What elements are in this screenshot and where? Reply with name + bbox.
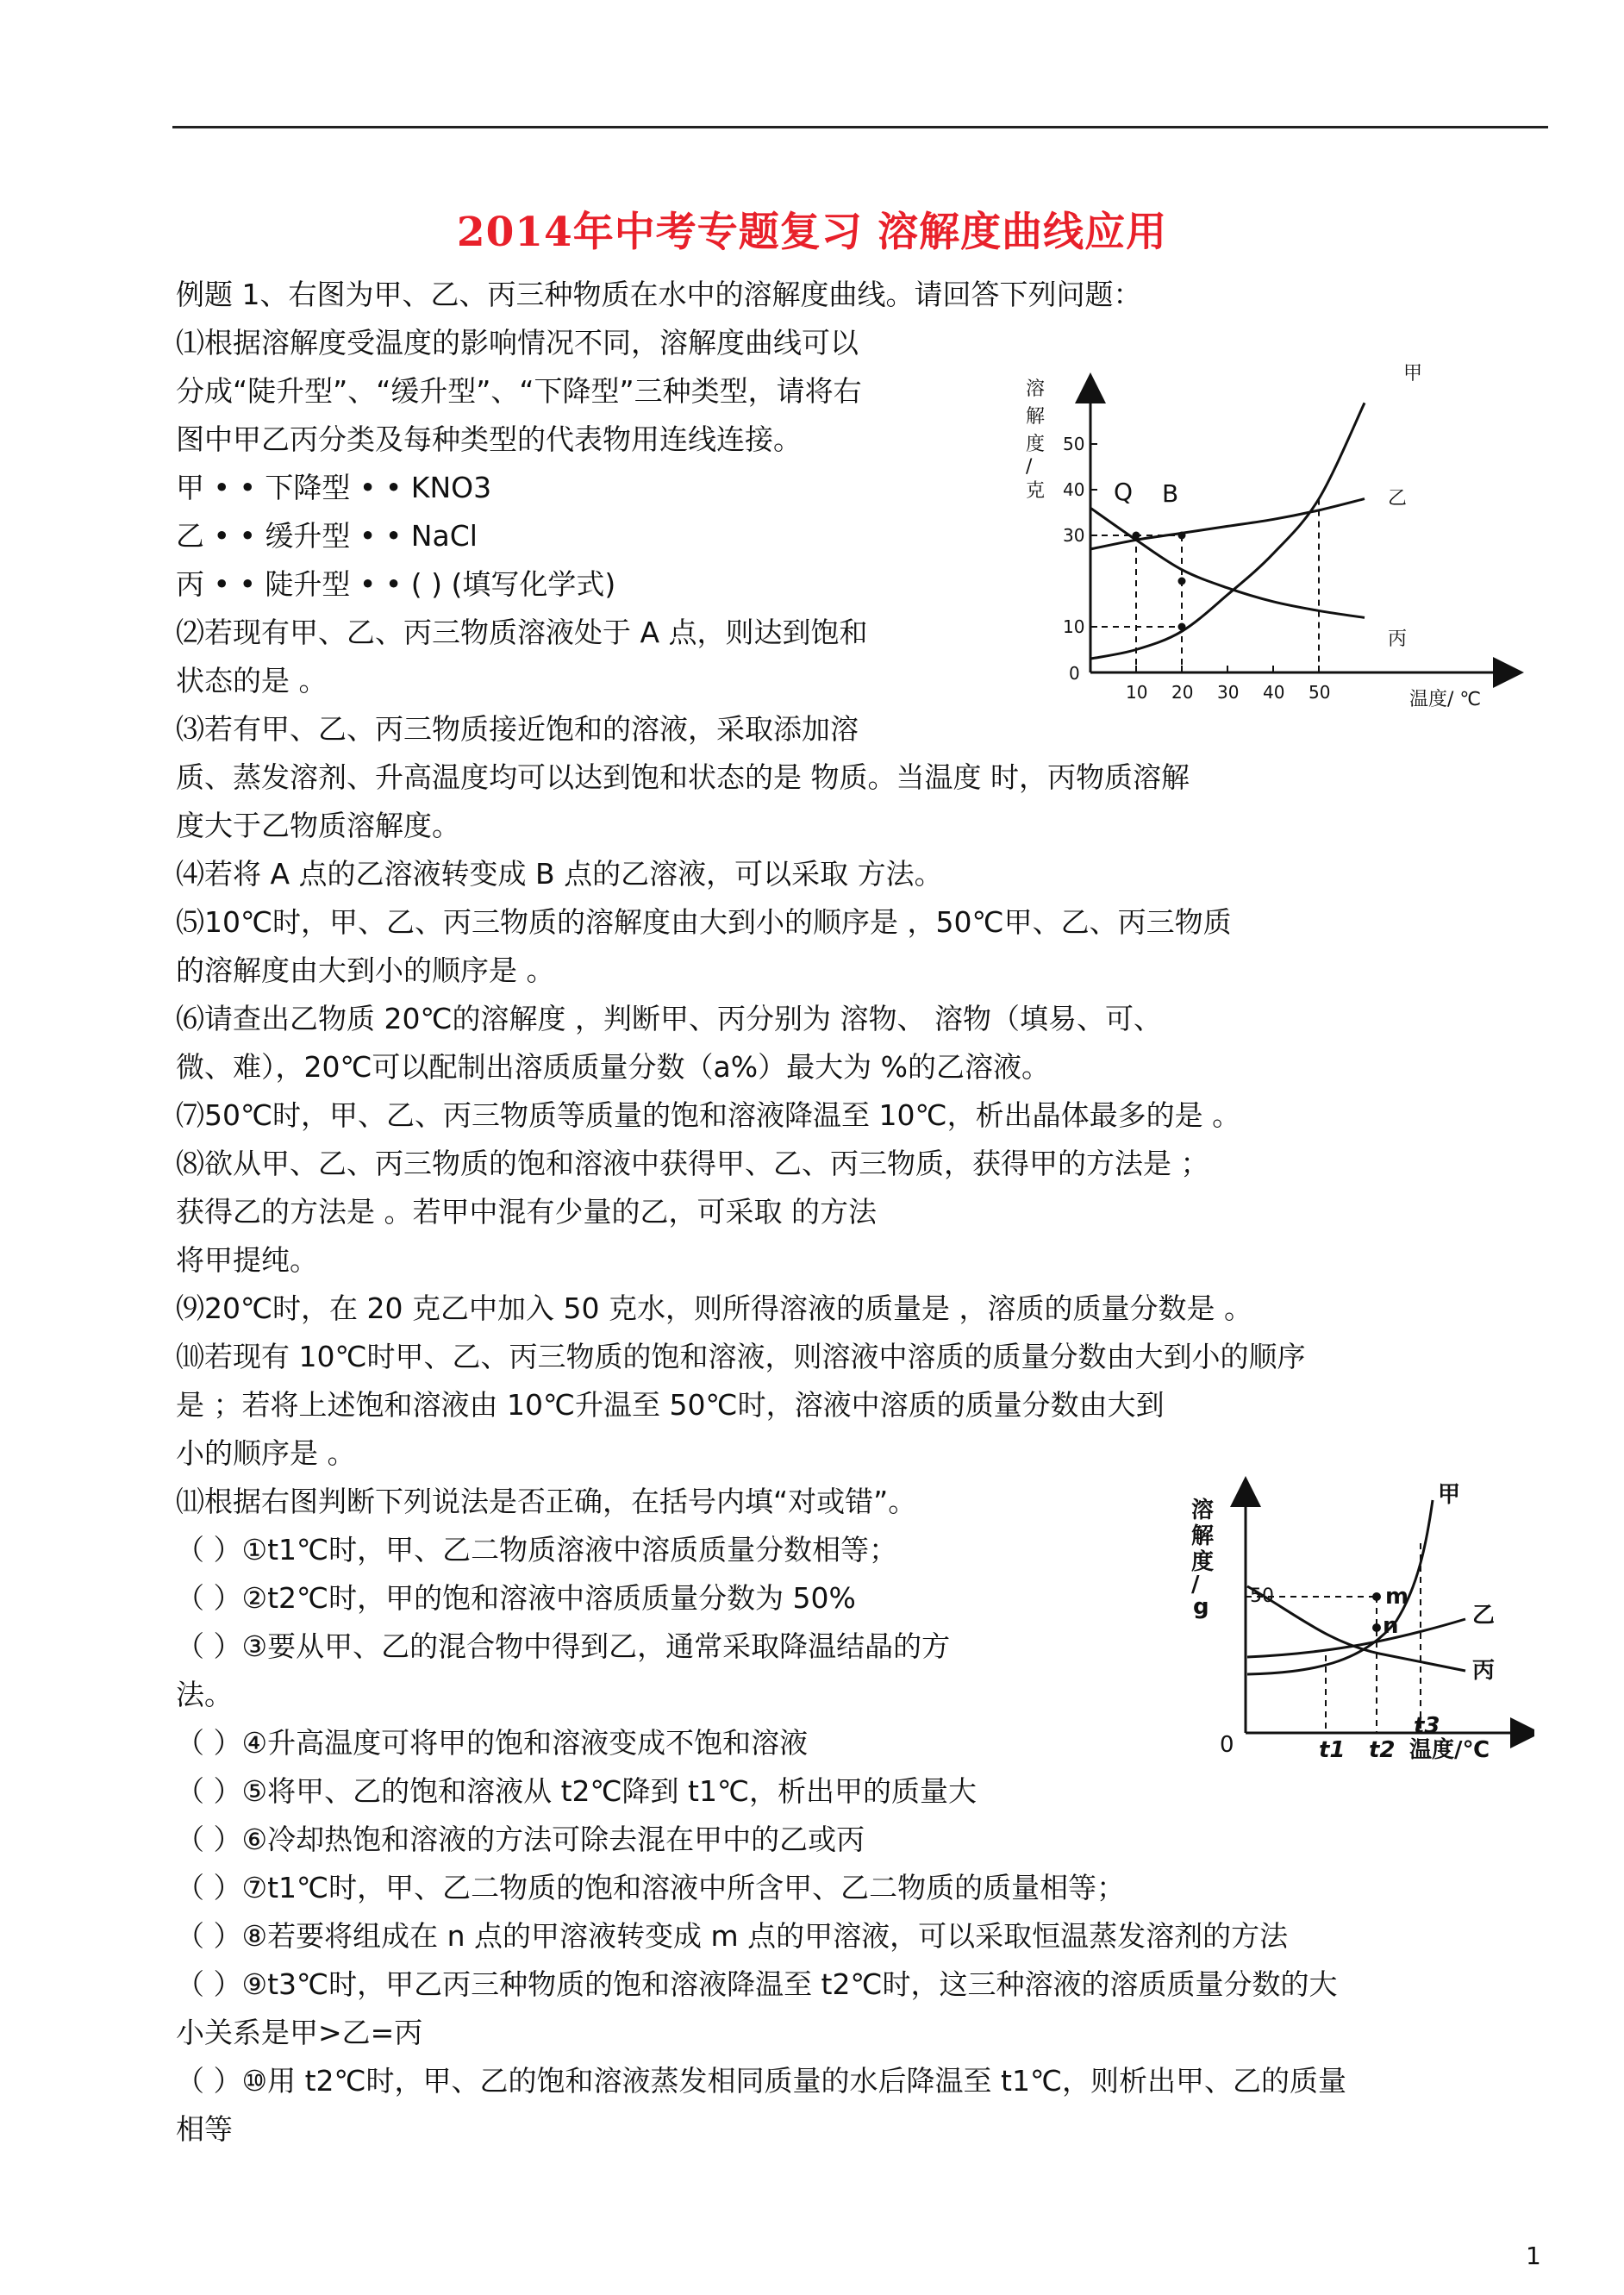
- series-label: m: [1385, 1584, 1409, 1610]
- point-n-marker: [1372, 1623, 1381, 1632]
- text-line: ⑵若现有甲、乙、丙三物质溶液处于 A 点，则达到饱和: [176, 616, 868, 649]
- judgement-item: （ ）④升高温度可将甲的饱和溶液变成不饱和溶液: [176, 1726, 809, 1760]
- judgement-item: （ ）⑧若要将组成在 n 点的甲溶液转变成 m 点的甲溶液，可以采取恒温蒸发溶剂的方法: [176, 1919, 1289, 1953]
- text-line: 图中甲乙丙分类及每种类型的代表物用连线连接。: [176, 422, 802, 456]
- judgement-item: （ ）②t2℃时，甲的饱和溶液中溶质质量分数为 50%: [176, 1581, 856, 1615]
- solubility-chart-2: [1181, 1474, 1534, 1776]
- text-line: 质、蒸发溶剂、升高温度均可以达到饱和状态的是 物质。当温度 时，丙物质溶解: [176, 760, 1190, 794]
- text-line: 法。: [176, 1678, 233, 1711]
- judgement-item: （ ）⑦t1℃时，甲、乙二物质的饱和溶液中所含甲、乙二物质的质量相等；: [176, 1871, 1126, 1904]
- series-label: 丙: [1388, 628, 1408, 650]
- matching-row: 甲 • • 下降型 • • KNO3: [176, 471, 492, 504]
- series-label: 丙: [1472, 1658, 1496, 1684]
- point-marker: [1178, 623, 1186, 631]
- series-label: 乙: [1472, 1603, 1496, 1629]
- series-line-bing: [1090, 508, 1365, 617]
- y-axis-label: 解: [1191, 1523, 1215, 1549]
- text-line: ⑼20℃时，在 20 克乙中加入 50 克水，则所得溶液的质量是 ，溶质的质量分数是 。: [176, 1291, 1252, 1325]
- series-label: B: [1162, 479, 1179, 508]
- series-line-yi: [1090, 499, 1365, 549]
- judgement-item: （ ）③要从甲、乙的混合物中得到乙，通常采取降温结晶的方: [176, 1629, 951, 1663]
- series-label: 甲: [1403, 363, 1423, 385]
- origin-label: 0: [1069, 663, 1080, 684]
- series-label: n: [1383, 1613, 1399, 1639]
- judgement-item: （ ）⑩用 t2℃时，甲、乙的饱和溶液蒸发相同质量的水后降温至 t1℃，则析出甲、乙的质量: [176, 2064, 1347, 2098]
- judgement-item: （ ）⑥冷却热饱和溶液的方法可除去混在甲中的乙或丙: [176, 1823, 865, 1856]
- y-axis-label: /: [1191, 1572, 1200, 1598]
- y-axis-label: 溶: [1026, 378, 1046, 400]
- matching-row: 乙 • • 缓升型 • • NaCl: [176, 519, 478, 553]
- judgement-item: （ ）①t1℃时，甲、乙二物质溶液中溶质质量分数相等；: [176, 1533, 898, 1566]
- point-marker: [1133, 532, 1140, 540]
- text-line: ⑺50℃时，甲、乙、丙三物质等质量的饱和溶液降温至 10℃，析出晶体最多的是 。: [176, 1098, 1241, 1132]
- text-line: 小的顺序是 。: [176, 1436, 356, 1470]
- solubility-chart-1: [1009, 353, 1526, 716]
- x-tick-label: 30: [1217, 682, 1240, 703]
- y-axis-label: /: [1026, 456, 1033, 478]
- series-label: 甲: [1438, 1482, 1461, 1508]
- x-tick-label: 40: [1263, 682, 1285, 703]
- x-tick-label: t3: [1414, 1713, 1440, 1739]
- y-axis-label: 溶: [1191, 1498, 1215, 1523]
- text-line: ⑾根据右图判断下列说法是否正确，在括号内填“对或错”。: [176, 1485, 917, 1518]
- y-axis-label: g: [1193, 1594, 1209, 1620]
- x-tick-label: 20: [1171, 682, 1194, 703]
- matching-row: 丙 • • 陡升型 • • ( ) (填写化学式): [176, 567, 616, 601]
- text-line: 分成“陡升型”、“缓升型”、“下降型”三种类型，请将右: [176, 374, 862, 408]
- text-line: ⑻欲从甲、乙、丙三物质的饱和溶液中获得甲、乙、丙三物质，获得甲的方法是 ；: [176, 1147, 1209, 1180]
- point-marker: [1178, 532, 1186, 540]
- x-tick-label: 10: [1126, 682, 1148, 703]
- series-line-jia: [1090, 403, 1365, 659]
- origin-label: 0: [1220, 1732, 1234, 1758]
- point-m-marker: [1372, 1592, 1381, 1601]
- text-line: 获得乙的方法是 。若甲中混有少量的乙，可采取 的方法: [176, 1195, 877, 1229]
- y-axis-label: 克: [1026, 480, 1046, 502]
- y-axis-label: 度: [1026, 434, 1046, 455]
- text-line: ⑶若有甲、乙、丙三物质接近饱和的溶液，采取添加溶: [176, 712, 859, 746]
- x-tick-label: t1: [1319, 1737, 1346, 1763]
- text-line: 微、难），20℃可以配制出溶质质量分数（a%）最大为 %的乙溶液。: [176, 1050, 1050, 1084]
- text-line: 例题 1、右图为甲、乙、丙三种物质在水中的溶解度曲线。请回答下列问题：: [176, 278, 1142, 311]
- y-tick-label: 50: [1250, 1585, 1274, 1607]
- text-line: 将甲提纯。: [176, 1243, 318, 1277]
- y-axis-label: 解: [1026, 406, 1046, 428]
- x-axis-label: 温度/ ℃: [1409, 689, 1482, 710]
- top-rule: [172, 126, 1548, 128]
- y-tick-label: 50: [1063, 434, 1085, 454]
- text-line: 小关系是甲>乙=丙: [176, 2016, 423, 2049]
- x-tick-label: t2: [1369, 1737, 1396, 1763]
- series-label: Q: [1114, 478, 1134, 506]
- judgement-item: （ ）⑤将甲、乙的饱和溶液从 t2℃降到 t1℃，析出甲的质量大: [176, 1774, 978, 1808]
- page-number: 1: [1526, 2242, 1541, 2270]
- y-tick-label: 10: [1063, 616, 1085, 637]
- y-axis-label: 度: [1191, 1549, 1215, 1575]
- text-line: ⑴根据溶解度受温度的影响情况不同，溶解度曲线可以: [176, 326, 859, 360]
- y-tick-label: 40: [1063, 479, 1085, 500]
- judgement-item: （ ）⑨t3℃时，甲乙丙三种物质的饱和溶液降温至 t2℃时，这三种溶液的溶质质量分数的大: [176, 1967, 1338, 2001]
- series-label: 乙: [1388, 488, 1408, 510]
- y-tick-label: 30: [1063, 525, 1085, 546]
- x-axis-label: 温度/℃: [1409, 1737, 1490, 1763]
- text-line: 相等: [176, 2112, 233, 2146]
- text-line: 的溶解度由大到小的顺序是 。: [176, 954, 555, 987]
- text-line: 是 ；若将上述饱和溶液由 10℃升温至 50℃时，溶液中溶质的质量分数由大到: [176, 1388, 1165, 1422]
- point-marker: [1178, 578, 1186, 585]
- x-tick-label: 50: [1309, 682, 1331, 703]
- page-title: 2014年中考专题复习 溶解度曲线应用: [456, 209, 1168, 256]
- text-line: ⑹请查出乙物质 20℃的溶解度 ，判断甲、丙分别为 溶物、 溶物（填易、可、: [176, 1002, 1163, 1035]
- text-line: ⑷若将 A 点的乙溶液转变成 B 点的乙溶液，可以采取 方法。: [176, 857, 943, 891]
- text-line: 状态的是 。: [176, 664, 328, 697]
- text-line: ⑽若现有 10℃时甲、乙、丙三物质的饱和溶液，则溶液中溶质的质量分数由大到小的顺序: [176, 1340, 1306, 1373]
- series-line-yi: [1247, 1619, 1465, 1657]
- text-line: 度大于乙物质溶解度。: [176, 809, 460, 842]
- text-line: ⑸10℃时，甲、乙、丙三物质的溶解度由大到小的顺序是 ，50℃甲、乙、丙三物质: [176, 905, 1232, 939]
